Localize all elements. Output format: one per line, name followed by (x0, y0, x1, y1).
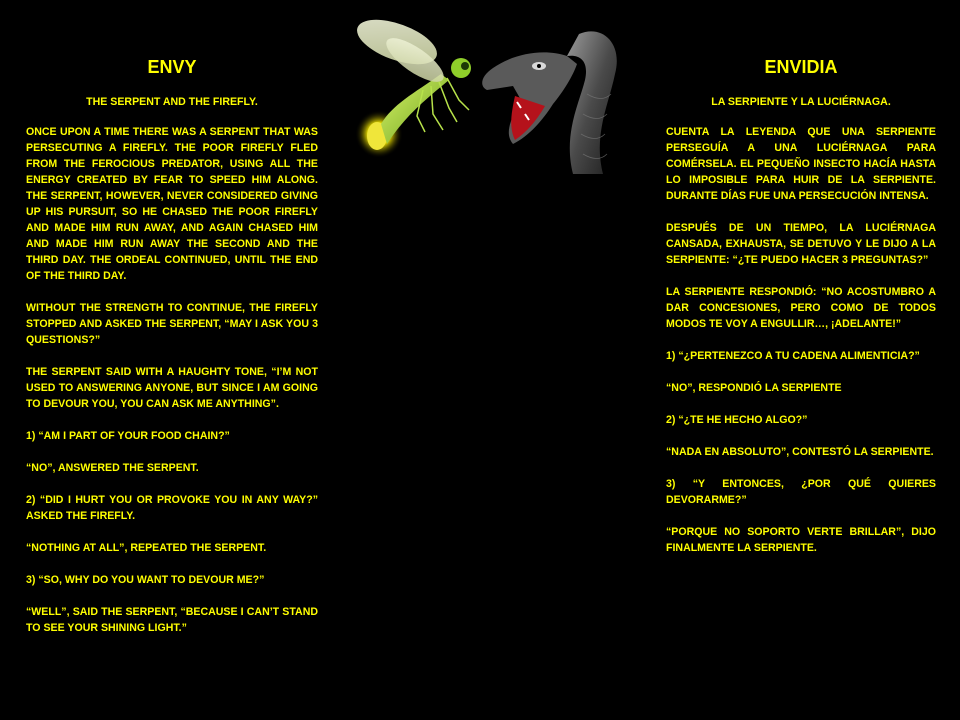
english-paragraph: “WELL”, SAID THE SERPENT, “BECAUSE I CAN’T STAND TO SEE YOUR SHINING LIGHT.” (26, 606, 318, 634)
spanish-paragraph: “NO”, RESPONDIÓ LA SERPIENTE (666, 382, 842, 394)
english-paragraph: 3) “SO, WHY DO YOU WANT TO DEVOUR ME?” (26, 574, 265, 586)
spanish-paragraph: “PORQUE NO SOPORTO VERTE BRILLAR”, DIJO FINALMENTE LA SERPIENTE. (666, 526, 936, 554)
spanish-paragraph: “NADA EN ABSOLUTO”, CONTESTÓ LA SERPIENTE. (666, 446, 934, 458)
spanish-paragraph: DESPUÉS DE UN TIEMPO, LA LUCIÉRNAGA CANSADA, EXHAUSTA, SE DETUVO Y LE DIJO A LA SERPIENTE: “¿TE PUEDO HACER 3 PREGUNTAS?” (666, 222, 936, 266)
spanish-subtitle: LA SERPIENTE Y LA LUCIÉRNAGA. (711, 96, 891, 108)
spanish-column (666, 56, 936, 572)
serpent-firefly-image (353, 4, 624, 174)
spanish-paragraph: 1) “¿PERTENEZCO A TU CADENA ALIMENTICIA?” (666, 350, 920, 362)
english-column (26, 56, 318, 652)
spanish-title: ENVIDIA (764, 57, 838, 77)
spanish-paragraph: 3) “Y ENTONCES, ¿POR QUÉ QUIERES DEVORARME?” (666, 478, 936, 506)
english-paragraph: 2) “DID I HURT YOU OR PROVOKE YOU IN ANY WAY?” ASKED THE FIREFLY. (26, 494, 318, 522)
english-paragraph: ONCE UPON A TIME THERE WAS A SERPENT THAT WAS PERSECUTING A FIREFLY. THE POOR FIREFLY FLED FROM THE FEROCIOUS PREDATOR, USING ALL THE ENERGY CREATED BY FEAR TO SPEED HIM ALONG. THE SERPENT, HOWEVER, NEVER CONSIDERED GIVING UP HIS PURSUIT, SO HE CHASED THE POOR FIREFLY AND MADE HIM RUN AWAY, AND AGAIN CHASED HIM AND MADE HIM RUN AWAY THE SECOND AND THE THIRD DAY. THE ORDEAL CONTINUED, UNTIL THE END OF THE THIRD DAY. (26, 126, 318, 282)
english-paragraph: “NOTHING AT ALL”, REPEATED THE SERPENT. (26, 542, 267, 554)
english-paragraph: THE SERPENT SAID WITH A HAUGHTY TONE, “I’M NOT USED TO ANSWERING ANYONE, BUT SINCE I AM GOING TO DEVOUR YOU, YOU CAN ASK ME ANYTHING”. (26, 366, 318, 410)
spanish-paragraph: LA SERPIENTE RESPONDIÓ: “NO ACOSTUMBRO A DAR CONCESIONES, PERO COMO DE TODOS MODOS TE VOY A ENGULLIR…, ¡ADELANTE!” (666, 286, 936, 330)
serpent-icon (482, 31, 617, 174)
firefly-icon (353, 11, 471, 158)
english-paragraph: “NO”, ANSWERED THE SERPENT. (26, 462, 199, 474)
spanish-paragraph: 2) “¿TE HE HECHO ALGO?” (666, 414, 808, 426)
english-subtitle: THE SERPENT AND THE FIREFLY. (86, 96, 258, 108)
english-paragraph: WITHOUT THE STRENGTH TO CONTINUE, THE FIREFLY STOPPED AND ASKED THE SERPENT, “MAY I ASK YOU 3 QUESTIONS?” (26, 302, 318, 346)
english-title: ENVY (147, 57, 197, 77)
spanish-paragraph: CUENTA LA LEYENDA QUE UNA SERPIENTE PERSEGUÍA A UNA LUCIÉRNAGA PARA COMÉRSELA. EL PEQUEÑO INSECTO HACÍA HASTA LO IMPOSIBLE PARA HUIR DE LA SERPIENTE. DURANTE DÍAS FUE UNA PERSECUCIÓN INTENSA. (666, 126, 936, 202)
english-paragraph: 1) “AM I PART OF YOUR FOOD CHAIN?” (26, 430, 230, 442)
